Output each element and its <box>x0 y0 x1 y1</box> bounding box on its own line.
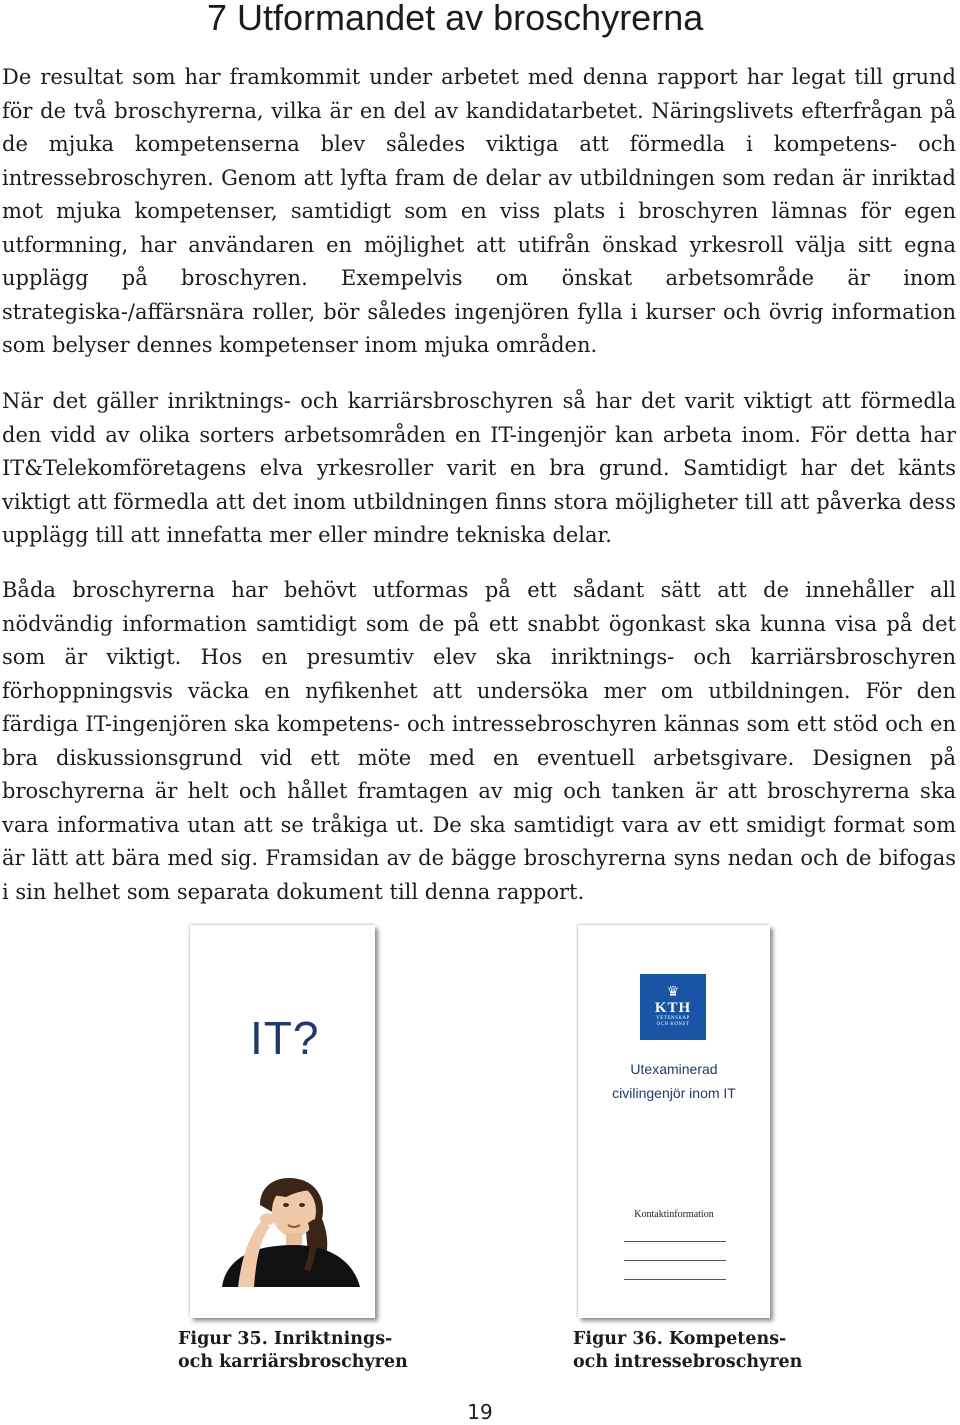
paragraph-1: De resultat som har framkommit under arbetet med denna rapport har legat till grund för de två broschyrerna, vilka är en del av kandidatarbetet. Näringslivets efterfrågan på de mjuka kompetenserna blev således viktiga att förmedla i kompetens- och intressebroschyren. Genom att lyfta fram de delar av utbildningen som redan är inriktad mot mjuka kompetenser, samtidigt som en viss plats i broschyren lämnas för egen utformning, har användaren en möjlighet att utifrån önskad yrkesroll välja sitt egna upplägg på broschyren. Exempelvis om önskat arbetsområde är inom strategiska-/affärsnära roller, bör således ingenjören fylla i kurser och övrig information som belyser dennes kompetenser inom mjuka områden. <box>2 65 956 357</box>
brochure-cover-title <box>578 1057 770 1105</box>
contact-line <box>624 1260 726 1261</box>
brochure-cover-title: IT? <box>250 1012 320 1064</box>
brochure-cover-kompetens <box>578 925 770 1318</box>
brochure-cover-inriktning <box>190 925 375 1318</box>
kth-logo <box>640 974 706 1040</box>
paragraph-3: Båda broschyrerna har behövt utformas på ett sådant sätt att de innehåller all nödvändig information samtidigt som de på ett snabbt ögonkast ska kunna visa på det som är viktigt. Hos en presumtiv elev ska inriktnings- och karriärsbroschyren förhoppningsvis väcka en nyfikenhet att undersöka mer om utbildningen. För den färdiga IT-ingenjören ska kompetens- och intressebroschyren kännas som ett stöd och en bra diskussionsgrund vid ett möte med en eventuell arbetsgivare. Designen på broschyrerna är helt och hållet framtagen av mig och tanken är att broschyrerna ska vara informativa utan att se tråkiga ut. De ska samtidigt vara av ett smidigt format som är lätt att bära med sig. Framsidan av de bägge broschyrerna syns nedan och de bifogas i sin helhet som separata dokument till denna rapport. <box>2 578 956 904</box>
figure-caption-35 <box>178 1328 438 1374</box>
paragraph-2: När det gäller inriktnings- och karriärsbroschyren så har det varit viktigt att förmedla den vidd av olika sorters arbetsområden en IT-ingenjör kan arbeta inom. För detta har IT&Telekomföretagens elva yrkesroller varit en bra grund. Samtidigt har det känts viktigt att förmedla att det inom utbildningen finns stora möjligheter till att påverka dess upplägg till att innefatta mer eller mindre tekniska delar. <box>2 389 956 547</box>
caption-line-1: Figur 35. Inriktnings- <box>178 1329 393 1349</box>
title-line-2: civilingenjör inom IT <box>612 1085 736 1101</box>
title-line-1: Utexaminerad <box>630 1061 718 1077</box>
page-number: 19 <box>467 1400 493 1424</box>
page-heading: 7 Utformandet av broschyrerna <box>207 0 704 38</box>
logo-sub-2: OCH KONST <box>656 1022 690 1027</box>
contact-label: Kontaktinformation <box>634 1209 714 1220</box>
caption-line-2: och karriärsbroschyren <box>178 1352 408 1372</box>
thinking-girl-photo <box>202 1175 367 1287</box>
logo-name: KTH <box>654 1000 692 1016</box>
logo-sub-1: VETENSKAP <box>656 1016 690 1021</box>
caption-line-1: Figur 36. Kompetens- <box>573 1329 787 1349</box>
caption-line-2: och intressebroschyren <box>573 1352 803 1372</box>
contact-line <box>624 1279 726 1280</box>
crown-icon: ♛ <box>666 985 680 1000</box>
figure-caption-36 <box>573 1328 833 1374</box>
contact-line <box>624 1241 726 1242</box>
